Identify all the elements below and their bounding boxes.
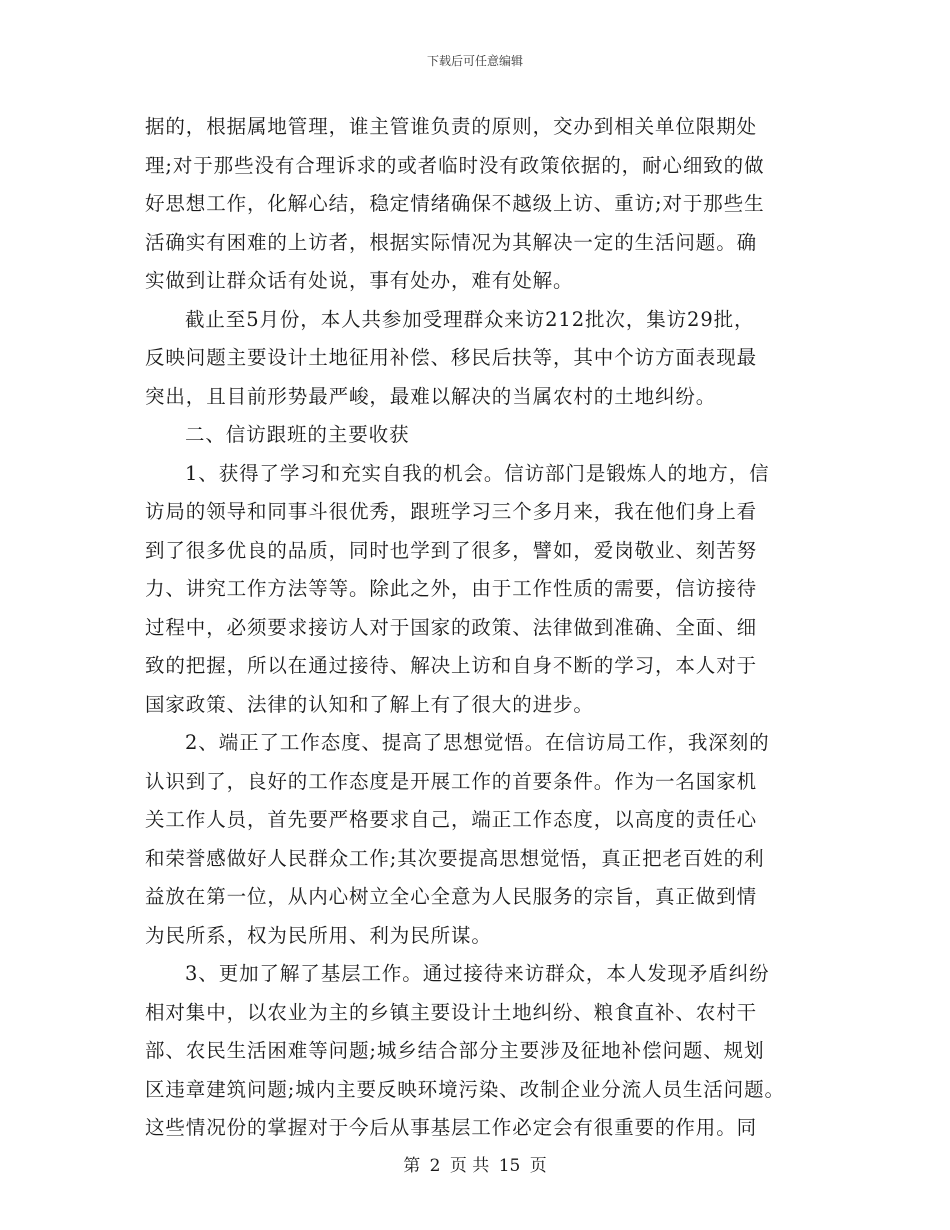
text-line: 为民所系，权为民所用、利为民所谋。 bbox=[145, 923, 492, 947]
footer-middle: 页 共 bbox=[449, 1156, 490, 1176]
page-header: 下载后可任意编辑 bbox=[426, 54, 523, 68]
footer-suffix: 页 bbox=[529, 1156, 547, 1176]
text-line: 关工作人员，首先要严格要求自己，端正工作态度，以高度的责任心 bbox=[145, 808, 758, 831]
text-line: 部、农民生活困难等问题;城乡结合部分主要涉及征地补偿问题、规划 bbox=[145, 1039, 765, 1062]
text-line: 益放在第一位，从内心树立全心全意为人民服务的宗旨，真正做到情 bbox=[145, 885, 758, 908]
footer-prefix: 第 bbox=[403, 1156, 421, 1176]
paragraph-start-line: 截止至5月份，本人共参加受理群众来访212批次，集访29批， bbox=[185, 307, 755, 331]
text-line: 和荣誉感做好人民群众工作;其次要提高思想觉悟，真正把老百姓的利 bbox=[145, 846, 765, 870]
text-line: 到了很多优良的品质，同时也学到了很多，譬如，爱岗敬业、刻苦努 bbox=[145, 538, 758, 562]
text-line: 反映问题主要设计土地征用补偿、移民后扶等，其中个访方面表现最 bbox=[145, 346, 758, 369]
text-line: 理;对于那些没有合理诉求的或者临时没有政策依据的，耐心细致的做 bbox=[145, 153, 765, 177]
text-line: 访局的领导和同事斗很优秀，跟班学习三个多月来，我在他们身上看 bbox=[145, 500, 758, 523]
text-line: 过程中，必须要求接访人对于国家的政策、法律做到准确、全面、细 bbox=[145, 615, 758, 639]
text-line: 实做到让群众话有处说，事有处办，难有处解。 bbox=[145, 269, 574, 292]
text-line: 区违章建筑问题;城内主要反映环境污染、改制企业分流人员生活问题。 bbox=[145, 1077, 785, 1101]
page-footer bbox=[0, 1151, 950, 1176]
document-body bbox=[145, 108, 805, 1148]
text-line: 活确实有困难的上访者，根据实际情况为其解决一定的生活问题。确 bbox=[145, 230, 758, 254]
text-line: 相对集中，以农业为主的乡镇主要设计土地纠纷、粮食直补、农村干 bbox=[145, 1000, 758, 1024]
current-page-number: 2 bbox=[429, 1156, 441, 1176]
text-line: 这些情况份的掌握对于今后从事基层工作必定会有很重要的作用。同 bbox=[145, 1116, 758, 1139]
text-line: 力、讲究工作方法等等。除此之外，由于工作性质的需要，信访接待 bbox=[145, 577, 758, 600]
paragraph-start-line: 1、获得了学习和充实自我的机会。信访部门是锻炼人的地方，信 bbox=[185, 461, 770, 485]
text-line: 据的，根据属地管理，谁主管谁负责的原则，交办到相关单位限期处 bbox=[145, 115, 758, 138]
paragraph-start-line: 3、更加了解了基层工作。通过接待来访群众，本人发现矛盾纠纷 bbox=[185, 962, 770, 985]
text-line: 国家政策、法律的认知和了解上有了很大的进步。 bbox=[145, 692, 594, 716]
text-line: 好思想工作，化解心结，稳定情绪确保不越级上访、重访;对于那些生 bbox=[145, 192, 765, 215]
text-line: 致的把握，所以在通过接待、解决上访和自身不断的学习，本人对于 bbox=[145, 654, 758, 677]
text-line: 突出，且目前形势最严峻，最难以解决的当属农村的土地纠纷。 bbox=[145, 384, 717, 408]
text-line: 认识到了，良好的工作态度是开展工作的首要条件。作为一名国家机 bbox=[145, 769, 758, 793]
section-heading: 二、信访跟班的主要收获 bbox=[185, 423, 410, 446]
paragraph-start-line: 2、端正了工作态度、提高了思想觉悟。在信访局工作，我深刻的 bbox=[185, 731, 770, 754]
total-page-count: 15 bbox=[498, 1156, 521, 1176]
